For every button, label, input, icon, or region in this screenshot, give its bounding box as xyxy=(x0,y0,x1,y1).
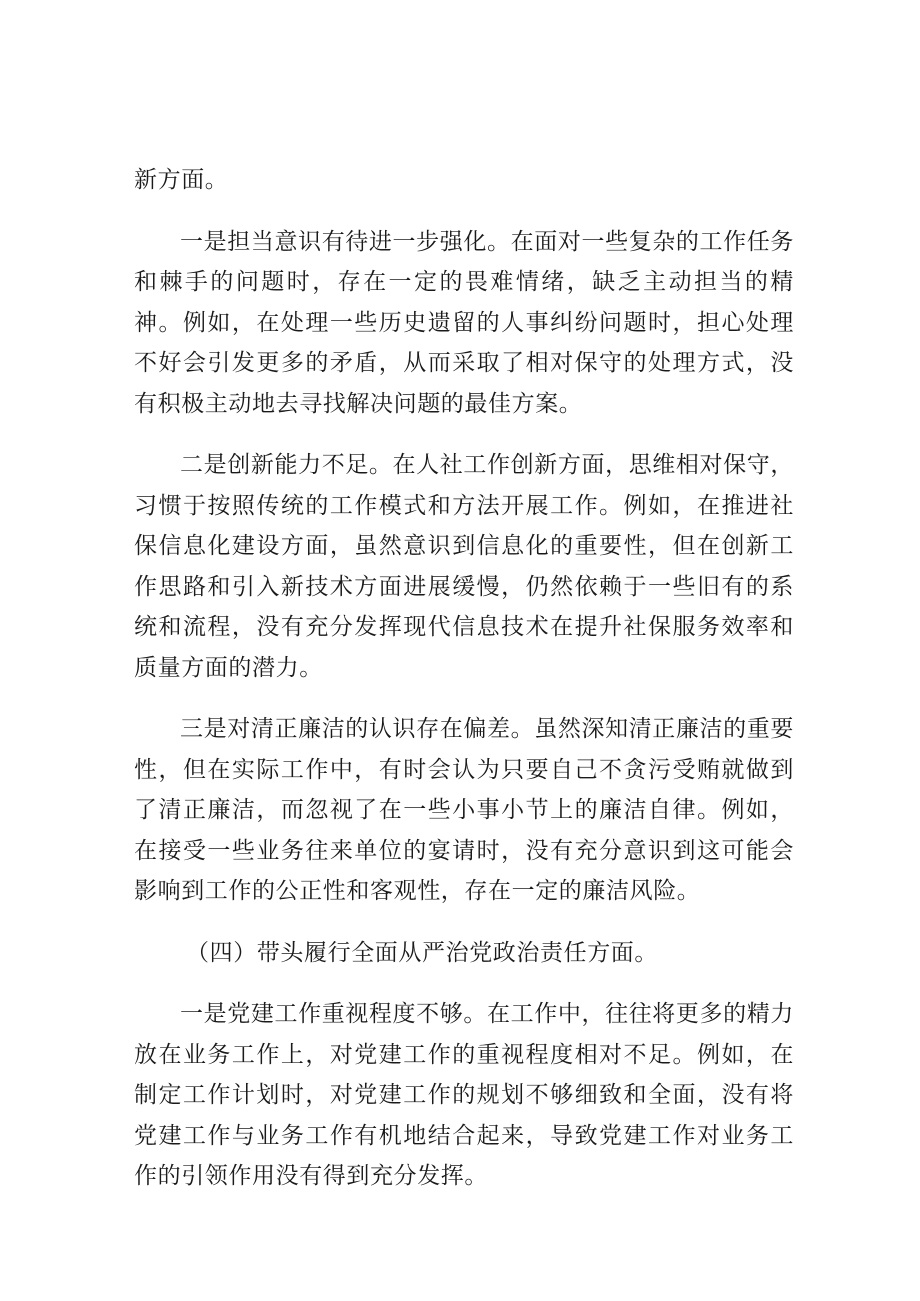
paragraph-integrity: 三是对清正廉洁的认识存在偏差。虽然深知清正廉洁的重要性，但在实际工作中，有时会认为只要自己不贪污受贿就做到了清正廉洁，而忽视了在一些小事小节上的廉洁自律。例如，在接受一些业务往来单位的宴请时，没有充分意识到这可能会影响到工作的公正性和客观性，存在一定的廉洁风险。 xyxy=(134,716,794,904)
paragraph-continuation: 新方面。 xyxy=(134,167,229,193)
paragraph-responsibility: 一是担当意识有待进一步强化。在面对一些复杂的工作任务和棘手的问题时，存在一定的畏难情绪，缺乏主动担当的精神。例如，在处理一些历史遗留的人事纠纷问题时，担心处理不好会引发更多的矛盾，从而采取了相对保守的处理方式，没有积极主动地去寻找解决问题的最佳方案。 xyxy=(134,228,794,417)
paragraph-party-building: 一是党建工作重视程度不够。在工作中，往往将更多的精力放在业务工作上，对党建工作的重视程度相对不足。例如，在制定工作计划时，对党建工作的规划不够细致和全面，没有将党建工作与业务工作有机地结合起来，导致党建工作对业务工作的引领作用没有得到充分发挥。 xyxy=(134,1001,794,1189)
paragraph-innovation: 二是创新能力不足。在人社工作创新方面，思维相对保守，习惯于按照传统的工作模式和方法开展工作。例如，在推进社保信息化建设方面，虽然意识到信息化的重要性，但在创新工作思路和引入新技术方面进展缓慢，仍然依赖于一些旧有的系统和流程，没有充分发挥现代信息技术在提升社保服务效率和质量方面的潜力。 xyxy=(134,452,794,681)
document-body xyxy=(134,160,794,1218)
section-heading-four: （四）带头履行全面从严治党政治责任方面。 xyxy=(186,939,658,966)
